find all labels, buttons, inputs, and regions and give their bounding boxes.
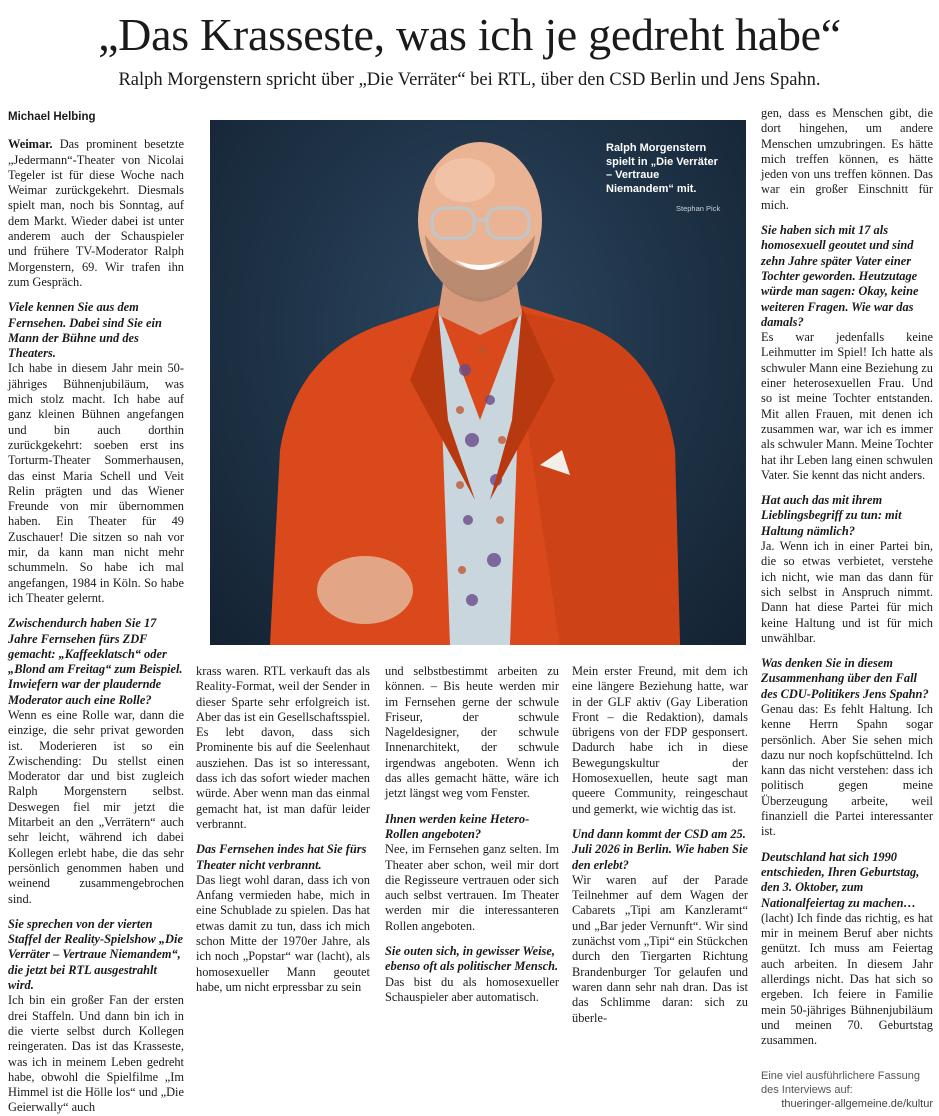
- answer: und selbstbestimmt arbeiten zu können. – Bis heute werden mir im Fernsehen gerne der schwule Friseur, der schwule Nageldesigner, der schwule Innenarchitekt, der schwule irgendwas angeboten. Wenn ich das alles gemacht hätte, wäre ich jetzt längst weg vom Fenster.: [385, 664, 559, 801]
- headline: „Das Krasseste, was ich je gedreht habe“: [98, 9, 841, 60]
- answer: Das liegt wohl daran, dass ich von Anfang vermieden habe, mich in eine Schublade zu spielen. Das hat etwas damit zu tun, dass ich mich schon Mitte der 1970er Jahre, als ich noch „Popstar“ war (lacht), als homosexueller Mann geoutet habe, um nicht erpressbar zu sein: [196, 872, 370, 994]
- answer: Es war jedenfalls keine Leihmutter im Spiel! Ich hatte als schwuler Mann eine Beziehung zu einer heterosexuellen Frau. Und so ist meine Tochter entstanden. Mit allen Frauen, mit denen ich zusammen war, war ich es immer als schwuler Mann. Meine Tochter hat ihr Leben lang einen schwulen Vater. Sie kennt das nicht anders.: [761, 330, 933, 482]
- answer: Ja. Wenn ich in einer Partei bin, die so etwas verbietet, verstehe ich nicht, wie man das dann für sich selbst in Anspruch nimmt. Dann hat diese Partei für mich keine Haltung und ist für mich unwählbar.: [761, 539, 933, 645]
- question: Sie haben sich mit 17 als homosexuell geoutet und sind zehn Jahre später Vater einer Tochter geworden. Heutzutage würde man sagen: Okay, keine weiteren Fragen. Wie war das damals?: [761, 223, 919, 329]
- more-info-link[interactable]: thueringer-allgemeine.de/kultur: [781, 1097, 933, 1110]
- question: Das Fernsehen indes hat Sie fürs Theater nicht verbrannt.: [196, 842, 367, 872]
- answer: Nee, im Fernsehen ganz selten. Im Theater aber schon, weil mir dort die Regisseure vertrauen oder sich auch selbst vertrauen. Im Theater werden mir die interessanteren Rollen angeboten.: [385, 842, 559, 933]
- answer: Genau das: Es fehlt Haltung. Ich kenne Herrn Spahn sogar persönlich. Aber Sie sehen mich dazu nur noch kopfschüttelnd. Ich kann das nicht verstehen: dass ich politisch gegen meine Überzeugung arbeite, weil finanziell die Partei interessanter ist.: [761, 701, 933, 839]
- author-byline: Michael Helbing: [8, 111, 96, 123]
- article-column-5: [761, 106, 933, 1110]
- article-column-3: [385, 664, 559, 1024]
- portrait-photo: [210, 120, 746, 645]
- intro-paragraph: [8, 137, 184, 290]
- answer: Mein erster Freund, mit dem ich eine längere Beziehung hatte, war in der GLF aktiv (Gay Liberation Front – die Redaktion), damals übrigens von der FDP gesponsert. Dadurch habe ich in diese Bewegungskultur der Homosexuellen, heute sagt man queere Community, reingeschaut und gemerkt, wie wichtig das ist.: [572, 664, 748, 816]
- question: Viele kennen Sie aus dem Fernsehen. Dabei sind Sie ein Mann der Bühne und des Theaters.: [8, 300, 162, 361]
- article-column-4: [572, 664, 748, 1024]
- question: Sie outen sich, in gewisser Weise, ebenso oft als politischer Mensch.: [385, 944, 559, 974]
- more-info-note: [761, 1069, 933, 1111]
- article-column-2: [196, 664, 370, 1024]
- answer: Ich habe in diesem Jahr mein 50-jähriges Bühnenjubiläum, was mich stolz macht. Ich habe auf ganz kleinen Bühnen angefangen und bin auch dorthin zurückgekehrt: soeben erst ins Torturm-Theater Sommerhausen, das einst Maria Schell und Veit Relin prägten und das Wiener Freunde von mir übernommen haben. Ein Theater für 49 Zuschauer! Die sitzen so nah vor mir, da kann man nicht mehr schummeln. So habe ich mal angefangen, 1984 in Köln. So habe ich Theater gelernt.: [8, 361, 184, 605]
- answer: gen, dass es Menschen gibt, die dort hingehen, um andere Menschen umzubringen. Es hätte mich treffen können, es hätte jeden von uns treffen können. Das war ein großer Einschnitt für mich.: [761, 106, 933, 212]
- answer: Wir waren auf der Parade Teilnehmer auf dem Wagen der Cabarets „Tipi am Kanzleramt“ und „Bar jeder Vernunft“. Wir sind zunächst vom „Tipi“ ein Stückchen durch den Tiergarten Richtung Brandenburger Tor gelaufen und waren dann sehr nah dran. Das ist das Schlimme daran: sich zu überle-: [572, 872, 748, 1025]
- question: Hat auch das mit ihrem Lieblingsbegriff zu tun: mit Haltung nämlich?: [761, 493, 902, 538]
- dateline: Weimar.: [8, 137, 53, 152]
- answer: krass waren. RTL verkauft das als Reality-Format, weil der Sender in dieser Sparte sehr erfolgreich ist. Aber das ist ein Gesellschaftsspiel. Es lebt davon, dass sich Prominente bis auf die Seelenhaut ausziehen. Das ist so interessant, dass ich das sofort wieder machen würde. Aber wenn man das einmal gemacht hat, ist man dafür leider verbrannt.: [196, 664, 370, 831]
- question: Ihnen werden keine Hetero-Rollen angeboten?: [385, 811, 530, 841]
- more-info-text: Eine viel ausführlichere Fassung des Interviews auf:: [761, 1069, 920, 1096]
- answer: (lacht) Ich finde das richtig, es hat mir in meinem Beruf aber nichts genützt. Ich muss am Feiertag auch arbeiten. In diesem Jahr allerdings nicht. Das hat sich so ergeben. Ich feiere in Familie mein 50-jähriges Bühnenjubiläum und meinen 70. Geburtstag zusammen.: [761, 910, 933, 1048]
- portrait-illustration: [210, 120, 746, 645]
- intro-text: Das prominent besetzte „Jedermann“-Theater von Nicolai Tegeler ist für diese Woche nach Weimar zurückgekehrt. Diesmals spielt man, noch bis Sonntag, auf dem Markt. Wieder dabei ist unter anderem auch der Schauspieler und frühere TV-Moderator Ralph Morgenstern, 69. Wir trafen ihn zum Gespräch.: [8, 137, 184, 289]
- question: Und dann kommt der CSD am 25. Juli 2026 in Berlin. Wie haben Sie den erlebt?: [572, 826, 748, 872]
- question: Deutschland hat sich 1990 entschieden, Ihren Geburtstag, den 3. Oktober, zum Nationalfeiertag zu machen…: [761, 849, 920, 910]
- answer: Ich bin ein großer Fan der ersten drei Staffeln. Und dann bin ich in die vierte selbst durch Kollegen reingeraten. Das ist das Krasseste, was ich in meinem Leben gedreht habe, obwohl die Spielfilme „Im Himmel ist die Hölle los“ und „Die Geierwally“ auch: [8, 993, 184, 1115]
- subheadline: Ralph Morgenstern spricht über „Die Verräter“ bei RTL, über den CSD Berlin und Jens Spahn.: [118, 70, 821, 90]
- answer: Wenn es eine Rolle war, dann die einzige, die sehr privat geworden ist. Moderieren ist so ein Zwischending: Du stellst einen Moderator dar und bist zugleich Ralph Morgenstern selbst. Deswegen fiel mir jetzt die Mitarbeit an den „Verrätern“ auch sehr leicht, während ich dabei Kollegen erlebt habe, die das sehr persönlich genommen haben und weinend zusammengebrochen sind.: [8, 707, 184, 906]
- photo-caption: Ralph Morgenstern spielt in „Die Verräter – Vertraue Niemandem“ mit.: [606, 142, 718, 195]
- photo-credit: Stephan Pick: [676, 204, 721, 213]
- question: Sie sprechen von der vierten Staffel der Reality-Spielshow „Die Verräter – Vertraue Niemandem“, die jetzt bei RTL ausgestrahlt wird.: [8, 916, 183, 993]
- article-column-1: [8, 110, 184, 1115]
- question: Was denken Sie in diesem Zusammenhang über den Fall des CDU-Politikers Jens Spahn?: [761, 656, 929, 701]
- question: Zwischendurch haben Sie 17 Jahre Fernsehen fürs ZDF gemacht: „Kaffeeklatsch“ oder „Blond am Freitag“ zum Beispiel. Inwiefern war der plaudernde Moderator auch eine Rolle?: [8, 616, 183, 707]
- answer: Das bist du als homosexueller Schauspieler aber automatisch.: [385, 974, 559, 1004]
